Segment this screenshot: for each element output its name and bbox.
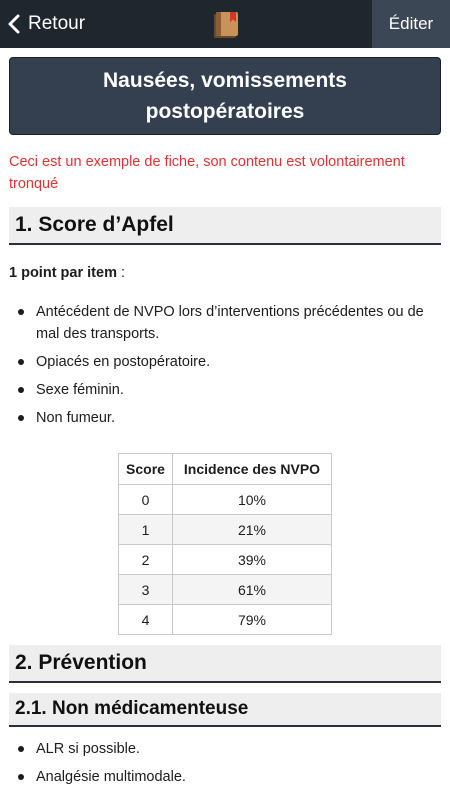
list-item: Sexe féminin.: [14, 379, 442, 401]
section-heading-prevention: 2. Prévention: [9, 645, 441, 683]
section-heading-apfel: 1. Score d’Apfel: [9, 207, 441, 245]
table-cell-incidence: 21%: [173, 515, 332, 545]
chevron-left-icon: [6, 13, 22, 35]
page-title: Nausées, vomissements postopératoires: [9, 57, 441, 135]
table-cell-score: 3: [119, 575, 173, 605]
edit-button[interactable]: Éditer: [372, 0, 450, 48]
table-row: [119, 605, 332, 635]
table-cell-incidence: 39%: [173, 545, 332, 575]
table-row: [119, 485, 332, 515]
table-row: [119, 575, 332, 605]
table-header-incidence: Incidence des NVPO: [173, 454, 332, 485]
table-cell-score: 0: [119, 485, 173, 515]
truncation-notice: Ceci est un exemple de fiche, son contenu est volontairement tronqué: [9, 154, 405, 192]
list-item: Opiacés en postopératoire.: [14, 351, 442, 373]
table-header-row: [119, 454, 332, 485]
point-rule-bold: 1 point par item: [9, 265, 117, 281]
table-cell-score: 2: [119, 545, 173, 575]
list-item: Non fumeur.: [14, 407, 442, 429]
list-item: Analgésie multimodale.: [14, 766, 442, 788]
list-item: Antécédent de NVPO lors d’interventions précédentes ou de mal des transports.: [14, 301, 442, 345]
subsection-heading-non-medicamenteuse: 2.1. Non médicamenteuse: [9, 693, 441, 727]
table-row: [119, 515, 332, 545]
top-bar: [0, 0, 450, 48]
list-item: ALR si possible.: [14, 738, 442, 760]
table-cell-incidence: 61%: [173, 575, 332, 605]
book-bookmark-icon: [210, 8, 242, 40]
point-rule: [9, 263, 125, 283]
back-label: Retour: [28, 13, 86, 34]
table-header-score: Score: [119, 454, 173, 485]
point-rule-rest: :: [116, 265, 126, 281]
table-cell-incidence: 10%: [173, 485, 332, 515]
back-button[interactable]: [6, 0, 85, 48]
table-cell-score: 1: [119, 515, 173, 545]
apfel-score-table: [118, 453, 332, 635]
table-cell-incidence: 79%: [173, 605, 332, 635]
table-row: [119, 545, 332, 575]
apfel-criteria-list: [14, 301, 442, 435]
prevention-list: [14, 738, 442, 794]
table-cell-score: 4: [119, 605, 173, 635]
